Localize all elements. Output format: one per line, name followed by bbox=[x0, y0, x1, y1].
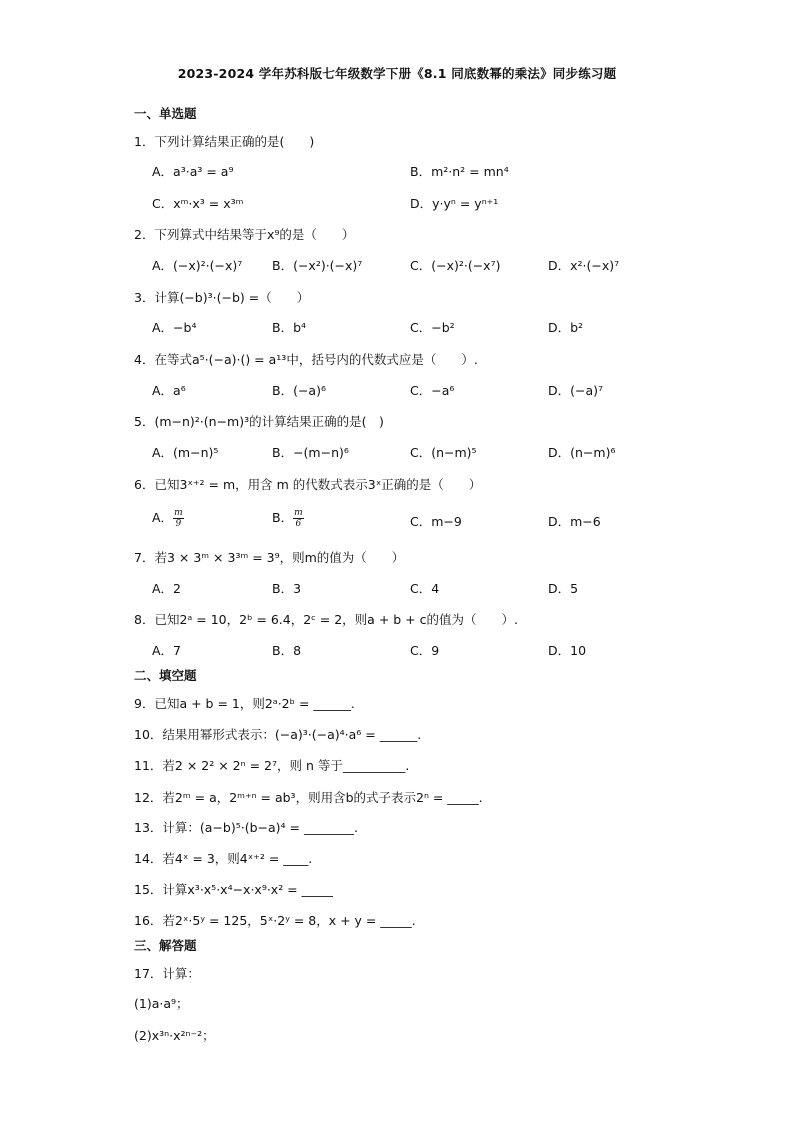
section-heading-single-choice: 一、单选题 bbox=[134, 106, 197, 121]
question-16: 16．若2ˣ·5ʸ = 125，5ˣ·2ʸ = 8，x + y = _____. bbox=[134, 913, 416, 928]
question-1: 1．下列计算结果正确的是( ) bbox=[134, 134, 315, 149]
option-5d: D．(n−m)⁶ bbox=[548, 445, 616, 460]
option-8d: D．10 bbox=[548, 643, 587, 658]
option-2d: D．x²·(−x)⁷ bbox=[548, 258, 620, 273]
question-6: 6．已知3ˣ⁺² = m，用含 m 的代数式表示3ˣ正确的是（ ） bbox=[134, 477, 482, 492]
option-4b: B．(−a)⁶ bbox=[272, 383, 326, 398]
question-4: 4．在等式a⁵·(−a)·() = a¹³中，括号内的代数式应是（ ）. bbox=[134, 352, 478, 367]
question-12: 12．若2ᵐ = a，2ᵐ⁺ⁿ = ab³，则用含b的式子表示2ⁿ = _____. bbox=[134, 790, 483, 805]
option-2b: B．(−x²)·(−x)⁷ bbox=[272, 258, 363, 273]
option-6a: A． $\frac{m}{9}$ bbox=[152, 508, 183, 529]
question-9: 9．已知a + b = 1，则2ᵃ·2ᵇ = ______. bbox=[134, 696, 355, 711]
fraction-m-over-9: $\frac{m}{9}$ bbox=[174, 508, 183, 529]
option-7d: D．5 bbox=[548, 581, 579, 596]
question-15: 15．计算x³·x⁵·x⁴−x·x⁹·x² = _____ bbox=[134, 882, 333, 897]
fraction-m-over-6: $\frac{m}{6}$ bbox=[294, 508, 303, 529]
section-heading-fill-in: 二、填空题 bbox=[134, 668, 197, 683]
question-2: 2．下列算式中结果等于x⁹的是（ ） bbox=[134, 227, 355, 242]
question-5: 5．(m−n)²·(n−m)³的计算结果正确的是( ) bbox=[134, 414, 384, 429]
option-7b: B．3 bbox=[272, 581, 302, 596]
question-17-part-1: (1)a·a⁹； bbox=[134, 996, 189, 1011]
option-3d: D．b² bbox=[548, 320, 584, 335]
question-3: 3．计算(−b)³·(−b) =（ ） bbox=[134, 290, 310, 305]
question-17-part-2: (2)x³ⁿ·x²ⁿ⁻²； bbox=[134, 1028, 215, 1043]
option-1c: C．xᵐ·x³ = x³ᵐ bbox=[152, 196, 244, 211]
page-title: 2023-2024 学年苏科版七年级数学下册《8.1 同底数幂的乘法》同步练习题 bbox=[177, 66, 617, 81]
option-7a: A．2 bbox=[152, 581, 182, 596]
option-4d: D．(−a)⁷ bbox=[548, 383, 604, 398]
question-7: 7．若3 × 3ᵐ × 3³ᵐ = 3⁹，则m的值为（ ） bbox=[134, 550, 405, 565]
option-8a: A．7 bbox=[152, 643, 182, 658]
section-heading-solve: 三、解答题 bbox=[134, 938, 197, 953]
option-3a: A．−b⁴ bbox=[152, 320, 197, 335]
option-6b: B． $\frac{m}{6}$ bbox=[272, 508, 303, 529]
option-5c: C．(n−m)⁵ bbox=[410, 445, 477, 460]
option-1a: A．a³·a³ = a⁹ bbox=[152, 164, 234, 179]
option-6c: C．m−9 bbox=[410, 514, 462, 529]
question-14: 14．若4ˣ = 3，则4ˣ⁺² = ____. bbox=[134, 851, 313, 866]
option-8c: C．9 bbox=[410, 643, 440, 658]
option-1b: B．m²·n² = mn⁴ bbox=[410, 164, 509, 179]
option-6d: D．m−6 bbox=[548, 514, 601, 529]
option-8b: B．8 bbox=[272, 643, 302, 658]
question-8: 8．已知2ᵃ = 10，2ᵇ = 6.4，2ᶜ = 2，则a + b + c的值为（ ）. bbox=[134, 612, 518, 627]
question-10: 10．结果用幂形式表示：(−a)³·(−a)⁴·a⁶ = ______. bbox=[134, 727, 422, 742]
option-3c: C．−b² bbox=[410, 320, 455, 335]
question-11: 11．若2 × 2² × 2ⁿ = 2⁷，则 n 等于__________. bbox=[134, 758, 410, 773]
option-4a: A．a⁶ bbox=[152, 383, 186, 398]
option-7c: C．4 bbox=[410, 581, 440, 596]
option-1d: D．y·yⁿ = yⁿ⁺¹ bbox=[410, 196, 499, 211]
option-3b: B．b⁴ bbox=[272, 320, 307, 335]
option-2c: C．(−x)²·(−x⁷) bbox=[410, 258, 501, 273]
question-17: 17．计算： bbox=[134, 966, 200, 981]
question-13: 13．计算：(a−b)⁵·(b−a)⁴ = ________. bbox=[134, 820, 358, 835]
option-5b: B．−(m−n)⁶ bbox=[272, 445, 349, 460]
option-4c: C．−a⁶ bbox=[410, 383, 455, 398]
option-2a: A．(−x)²·(−x)⁷ bbox=[152, 258, 243, 273]
option-5a: A．(m−n)⁵ bbox=[152, 445, 219, 460]
